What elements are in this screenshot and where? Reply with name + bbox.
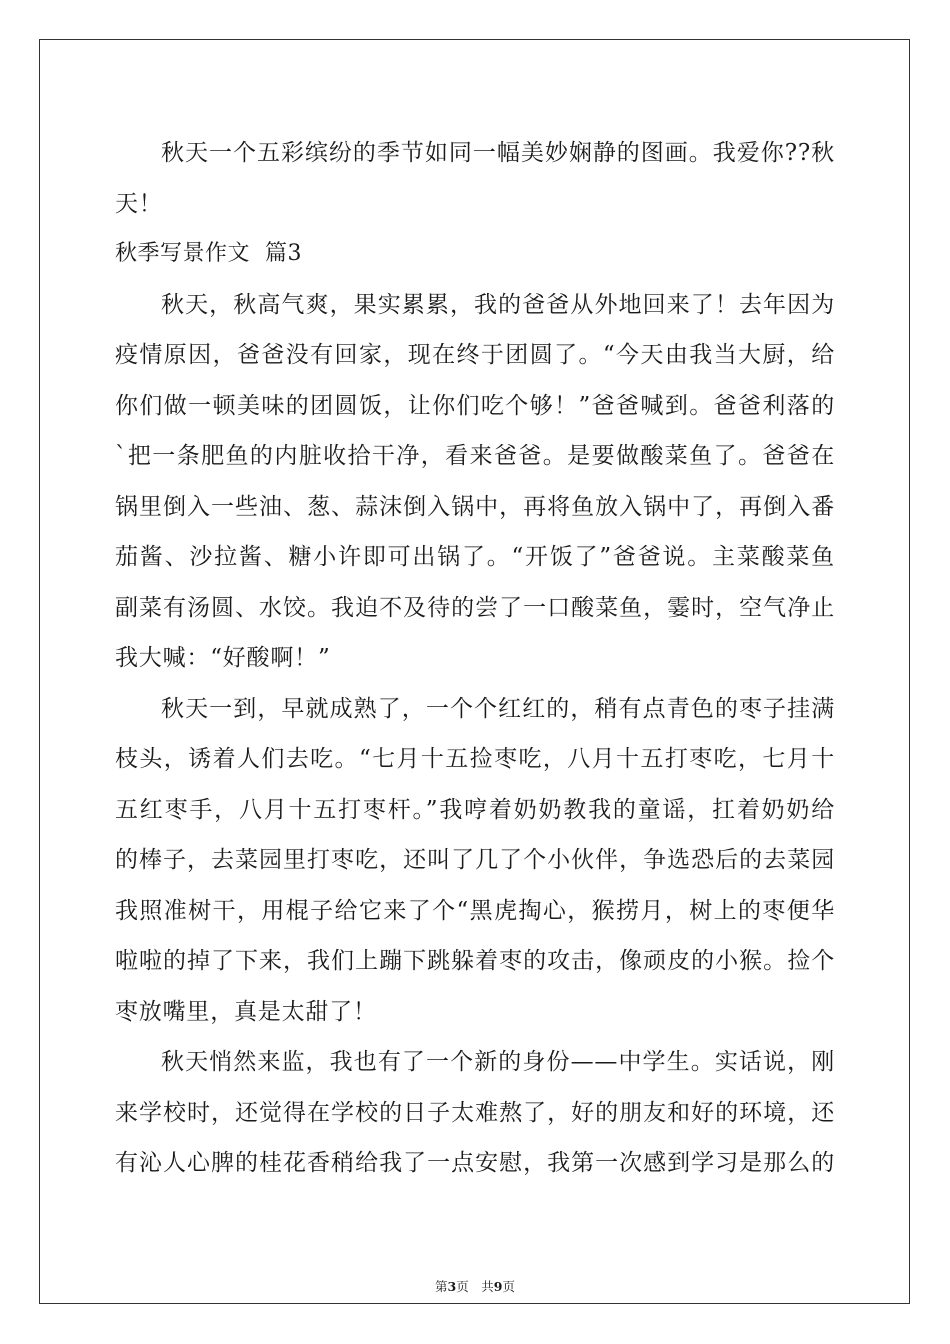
paragraph-line: 枝头，诱着人们去吃。“七月十五捡枣吃，八月十五打枣吃，七月十 <box>115 746 835 772</box>
paragraph-line: 五红枣手，八月十五打枣杆。”我哼着奶奶教我的童谣，扛着奶奶给 <box>115 796 835 823</box>
current-page-number: 3 <box>447 1279 457 1294</box>
paragraph-line: 秋天，秋高气爽，果实累累，我的爸爸从外地回来了！去年因为 <box>161 291 835 318</box>
paragraph-line: 茄酱、沙拉酱、糖小许即可出锅了。“开饭了”爸爸说。主菜酸菜鱼 <box>115 544 835 570</box>
page-label-suffix: 页 <box>502 1279 515 1294</box>
paragraph-line: 啦啦的掉了下来，我们上蹦下跳躲着枣的攻击，像顽皮的小猴。捡个 <box>115 948 835 974</box>
paragraph-line: 锅里倒入一些油、葱、蒜沫倒入锅中，再将鱼放入锅中了，再倒入番 <box>115 493 835 520</box>
total-pages-number: 9 <box>493 1279 503 1294</box>
paragraph-line: 你们做一顿美味的团圆饭，让你们吃个够！”爸爸喊到。爸爸利落的 <box>115 392 835 419</box>
paragraph-line: 我照准树干，用棍子给它来了个“黑虎掏心，猴捞月，树上的枣便华 <box>115 897 835 924</box>
paragraph-line: 的棒子，去菜园里打枣吃，还叫了几了个小伙伴，争选恐后的去菜园 <box>115 847 835 873</box>
paragraph-line: 来学校时，还觉得在学校的日子太难熬了，好的朋友和好的环境，还 <box>115 1099 835 1126</box>
section-heading: 秋季写景作文 篇3 <box>115 241 302 266</box>
paragraph-line: 副菜有汤圆、水饺。我迫不及待的尝了一口酸菜鱼，霎时，空气净止 <box>115 594 835 621</box>
paragraph-line: `把一条肥鱼的内脏收拾干净，看来爸爸。是要做酸菜鱼了。爸爸在 <box>115 443 835 469</box>
page-footer <box>0 1277 950 1295</box>
paragraph-line: 秋天一个五彩缤纷的季节如同一幅美妙娴静的图画。我爱你??秋 <box>161 140 835 166</box>
page-label-prefix: 第 <box>435 1279 448 1294</box>
paragraph-line: 秋天一到，早就成熟了，一个个红红的，稍有点青色的枣子挂满 <box>161 695 835 722</box>
paragraph-line: 有沁人心脾的桂花香稍给我了一点安慰，我第一次感到学习是那么的 <box>115 1150 835 1176</box>
document-body <box>115 128 835 1189</box>
paragraph-line: 我大喊：“好酸啊！” <box>115 645 331 671</box>
paragraph-line: 秋天悄然来监，我也有了一个新的身份——中学生。实话说，刚 <box>161 1049 835 1075</box>
page-label-mid: 页 共 <box>456 1279 494 1294</box>
paragraph-line: 枣放嘴里，真是太甜了！ <box>115 998 377 1025</box>
paragraph-line: 疫情原因，爸爸没有回家，现在终于团圆了。“今天由我当大厨，给 <box>115 342 835 368</box>
paragraph-line: 天！ <box>115 190 163 217</box>
